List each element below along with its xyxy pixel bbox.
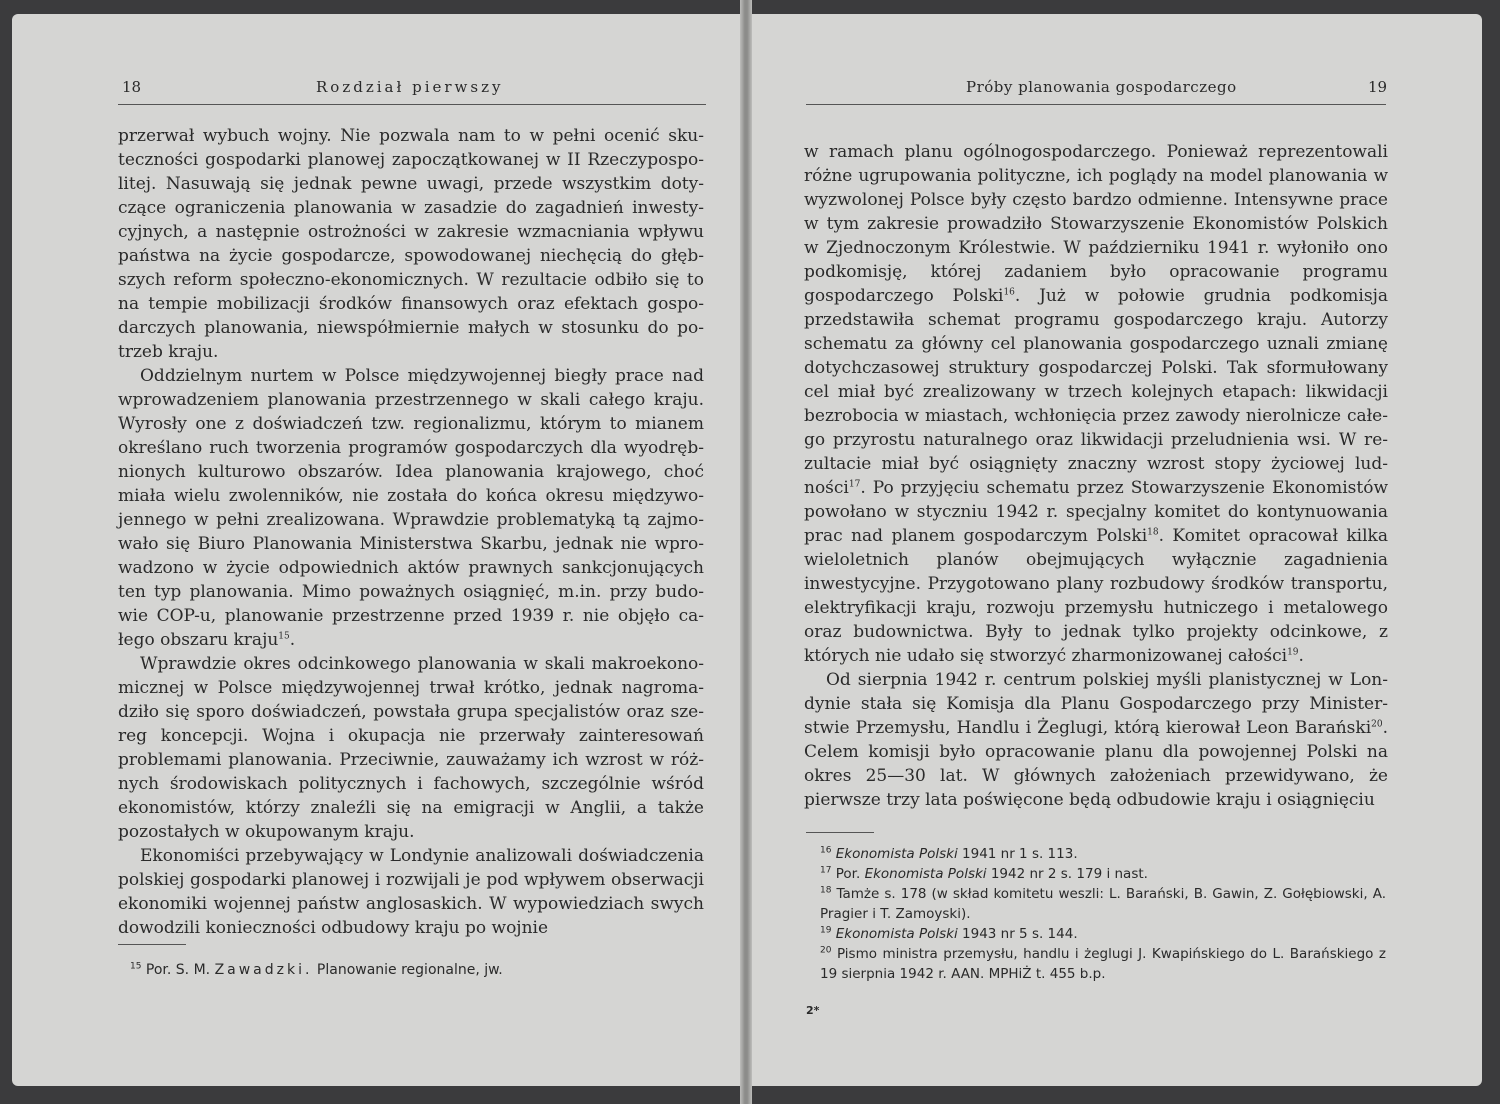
header-rule-left: [118, 104, 706, 105]
printer-signature: 2*: [806, 1004, 820, 1017]
right-body-text: [804, 140, 1388, 812]
page-number-left: 18: [122, 78, 142, 96]
paragraph: w ramach planu ogólnogospodarczego. Ponieważ reprezentowali różne ugrupowania polityczne, ich poglądy na model planowania w wyzwolonej Polsce były często bardzo odmienne. Intensywne prace w tym zakresie prowadziło Stowarzyszenie Ekonomistów Polskich w Zjednoczonym Królestwie. W październiku 1941 r. wyłoniło ono podkomisję, której zadaniem było opracowanie programu gospodarczego Polski$^{16}$. Już w połowie grudnia podkomisja przedstawiła schemat programu gospodarczego kraju. Autorzy schematu za główny cel planowania gospodarczego uznali zmianę dotychczasowej struktury gospodarczej Polski. Tak sformułowany cel miał być zrealizowany w trzech kolejnych etapach: likwidacji bezrobocia w miastach, wchłonięcia przez zawody nierolnicze całego przyrostu naturalnego oraz likwidacji przeludnienia wsi. W rezultacie miał być osiągnięty znaczny wzrost stopy życiowej ludności$^{17}$. Po przyjęciu schematu przez Stowarzyszenie Ekonomistów powołano w styczniu 1942 r. specjalny komitet do kontynuowania prac nad planem gospodarczym Polski$^{18}$. Komitet opracował kilka wieloletnich planów obejmujących wyłącznie zagadnienia inwestycyjne. Przygotowano plany rozbudowy środków transportu, elektryfikacji kraju, rozwoju przemysłu hutniczego i metalowego oraz budownictwa. Były to jednak tylko projekty odcinkowe, z których nie udało się stworzyć zharmonizowanej całości$^{19}$.: [804, 142, 1388, 666]
footnote-17: $^{17}$ Por. Ekonomista Polski 1942 nr 2 s. 179 i nast.: [820, 865, 1148, 882]
running-head-left: Rozdział pierwszy: [316, 78, 504, 96]
footnote-20: $^{20}$ Pismo ministra przemysłu, handlu i żeglugi J. Kwapińskiego do L. Barańskiego z 19 sierpnia 1942 r. AAN. MPHiŻ t. 455 b.p.: [820, 945, 1386, 982]
running-head-right: Próby planowania gospodarczego: [966, 78, 1237, 96]
footnote-rule-right: [806, 832, 874, 833]
paragraph: Ekonomiści przebywający w Londynie analizowali doświadczenia polskiej gospodarki planowej i rozwijali je pod wpływem obserwacji ekonomiki wojennej państw anglosaskich. W wypowiedziach swych dowodzili konieczności odbudowy kraju po wojnie: [118, 846, 704, 938]
book-gutter: [740, 0, 752, 1104]
paragraph: Wprawdzie okres odcinkowego planowania w skali makroekonomicznej w Polsce międzywojennej trwał krótko, jednak nagromadziło się sporo doświadczeń, powstała grupa specjalistów oraz szereg koncepcji. Wojna i okupacja nie przerwały zainteresowań problemami planowania. Przeciwnie, zauważamy ich wzrost w różnych środowiskach politycznych i fachowych, szczególnie wśród ekonomistów, którzy znaleźli się na emigracji w Anglii, a także pozostałych w okupowanym kraju.: [118, 654, 704, 842]
header-rule-right: [806, 104, 1386, 105]
footnote-ref: 15: [278, 631, 290, 642]
footnote-16: $^{16}$ Ekonomista Polski 1941 nr 1 s. 113.: [820, 845, 1078, 862]
left-body-text: [118, 124, 704, 940]
page-number-right: 19: [1368, 78, 1388, 96]
footnotes-right: [820, 844, 1386, 984]
footnote-rule-left: [118, 944, 186, 945]
paragraph: przerwał wybuch wojny. Nie pozwala nam to w pełni ocenić skuteczności gospodarki planowej zapoczątkowanej w II Rzeczypospolitej. Nasuwają się jednak pewne uwagi, przede wszystkim dotyczące ograniczenia planowania w zasadzie do zagadnień inwestycyjnych, a następnie ostrożności w zakresie wzmacniania wpływu państwa na życie gospodarcze, spowodowanej niechęcią do głębszych reform społeczno-ekonomicznych. W rezultacie odbiło się to na tempie mobilizacji środków finansowych oraz efektach gospodarczych planowania, niewspółmiernie małych w stosunku do potrzeb kraju.: [118, 126, 704, 362]
footnote-19: $^{19}$ Ekonomista Polski 1943 nr 5 s. 144.: [820, 925, 1078, 942]
footnote-18: $^{18}$ Tamże s. 178 (w skład komitetu weszli: L. Barański, B. Gawin, Z. Gołębiowski, A. Pragier i T. Zamoyski).: [820, 885, 1386, 922]
paragraph: Oddzielnym nurtem w Polsce międzywojennej biegły prace nad wprowadzeniem planowania przestrzennego w skali całego kraju. Wyrosły one z doświadczeń tzw. regionalizmu, którym to mianem określano ruch tworzenia programów gospodarczych dla wyodrębnionych kulturowo obszarów. Idea planowania krajowego, choć miała wielu zwolenników, nie została do końca okresu międzywojennego w pełni zrealizowana. Wprawdzie problematyką tą zajmowało się Biuro Planowania Ministerstwa Skarbu, jednak nie wprowadzono w życie odpowiednich aktów prawnych sankcjonujących ten typ planowania. Mimo poważnych osiągnięć, m.in. przy budowie COP-u, planowanie przestrzenne przed 1939 r. nie objęło całego obszaru kraju$^{15}$.: [118, 366, 704, 650]
footnote-15: $^{15}$ Por. S. M. Zawadzki. Planowanie regionalne, jw.: [130, 961, 503, 978]
paragraph: Od sierpnia 1942 r. centrum polskiej myśli planistycznej w Londynie stała się Komisja dla Planu Gospodarczego przy Ministerstwie Przemysłu, Handlu i Żeglugi, którą kierował Leon Barański$^{20}$. Celem komisji było opracowanie planu dla powojennej Polski na okres 25—30 lat. W głównych założeniach przewidywano, że pierwsze trzy lata poświęcone będą odbudowie kraju i osiągnięciu: [804, 670, 1388, 810]
